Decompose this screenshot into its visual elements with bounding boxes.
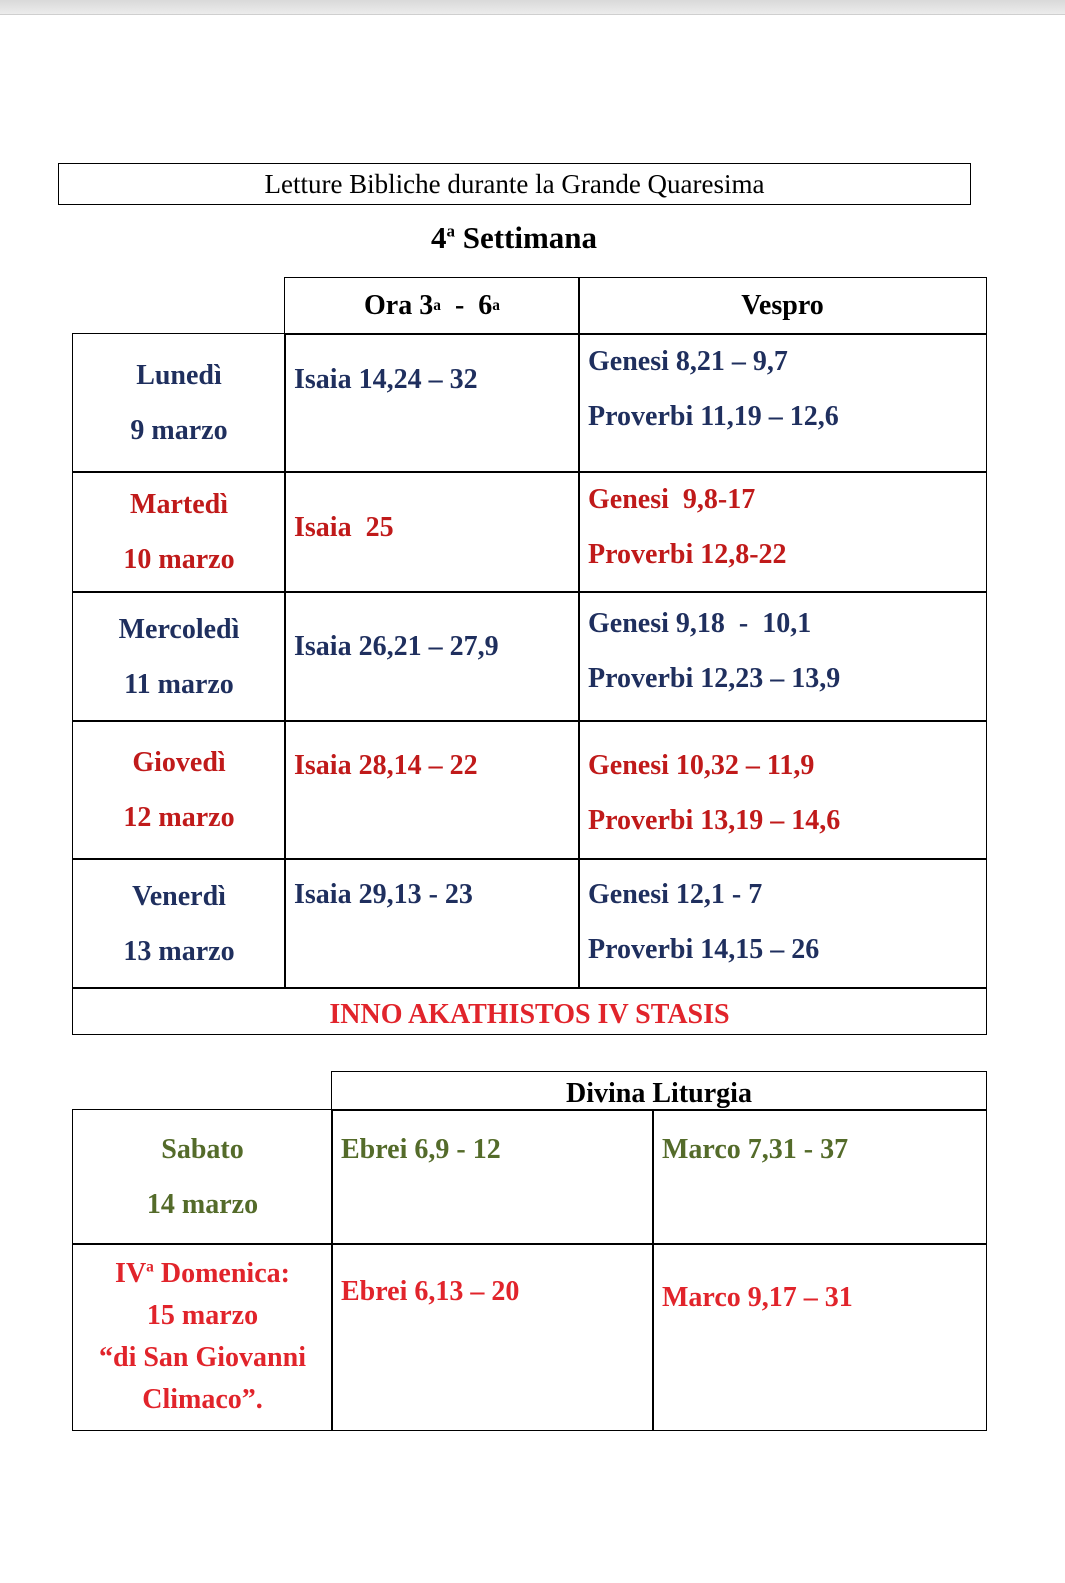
- header-divina-liturgia: Divina Liturgia: [331, 1071, 987, 1111]
- epistle-reading: Ebrei 6,9 - 12: [331, 1109, 654, 1245]
- table-row: Mercoledì 11 marzo: [72, 591, 286, 722]
- table-row: Giovedì 12 marzo: [72, 720, 286, 860]
- vespro-reading: Genesi 10,32 – 11,9 Proverbi 13,19 – 14,6: [578, 720, 987, 860]
- vespro-reading: Genesi 9,18 - 10,1 Proverbi 12,23 – 13,9: [578, 591, 987, 722]
- table-row: Lunedì 9 marzo: [72, 333, 286, 473]
- top-bar: [0, 0, 1065, 15]
- gospel-reading: Marco 9,17 – 31: [652, 1243, 987, 1431]
- gospel-reading: Marco 7,31 - 37: [652, 1109, 987, 1245]
- ora-reading: Isaia 28,14 – 22: [284, 720, 580, 860]
- week-heading: 4$^a$ Settimana: [430, 220, 598, 255]
- akathistos-row: INNO AKATHISTOS IV STASIS: [72, 987, 987, 1035]
- epistle-reading: Ebrei 6,13 – 20: [331, 1243, 654, 1431]
- table-row: Venerdì 13 marzo: [72, 858, 286, 989]
- vespro-reading: Genesi 12,1 - 7 Proverbi 14,15 – 26: [578, 858, 987, 989]
- header-vespro: Vespro: [578, 277, 987, 335]
- table-row: $IV^a$ Domenica: 15 marzo “di San Giovanni Climaco”.: [72, 1243, 333, 1431]
- header-ora: Ora 3 a - 6 a: [284, 277, 580, 335]
- vespro-reading: Genesi 9,8-17 Proverbi 12,8-22: [578, 471, 987, 593]
- ora-reading: Isaia 29,13 - 23: [284, 858, 580, 989]
- ora-reading: Isaia 26,21 – 27,9: [284, 591, 580, 722]
- ora-reading: Isaia 14,24 – 32: [284, 333, 580, 473]
- ora-reading: Isaia 25: [284, 471, 580, 593]
- vespro-reading: Genesi 8,21 – 9,7 Proverbi 11,19 – 12,6: [578, 333, 987, 473]
- page-title: Letture Bibliche durante la Grande Quaresima: [264, 168, 765, 199]
- table-row: Martedì 10 marzo: [72, 471, 286, 593]
- table-row: Sabato 14 marzo: [72, 1109, 333, 1245]
- page-title-box: [58, 163, 971, 205]
